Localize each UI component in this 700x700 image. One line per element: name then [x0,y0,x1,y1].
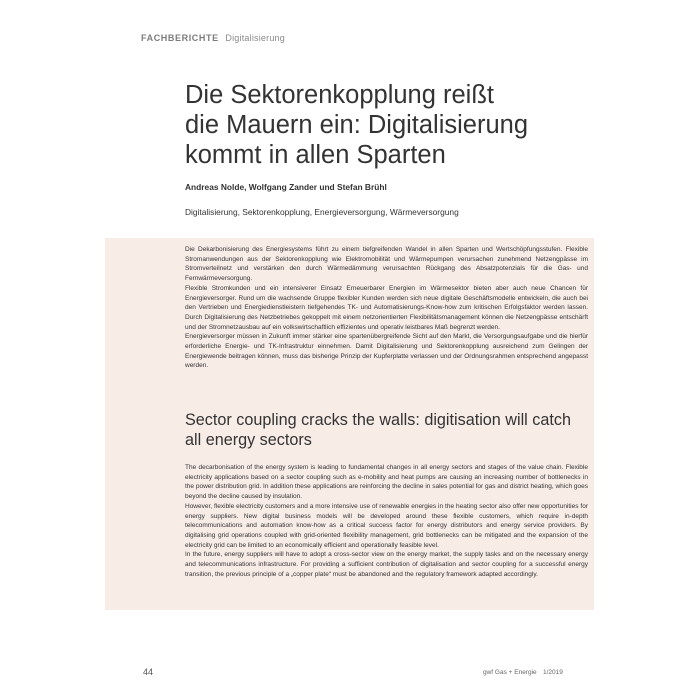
journal-name: gwf Gas + Energie [483,669,537,676]
issue-number: 1/2019 [543,669,563,676]
abstract-german [185,245,588,371]
page-number: 44 [143,667,154,677]
authors: Andreas Nolde, Wolfgang Zander und Stefan Brühl [185,182,387,192]
abstract-paragraph: However, flexible electricity customers and a more intensive use of renewable energies in the heating sector also offer new opportunities for energy suppliers. New digital business models will be developed around these flexible customers, which require in-depth telecommunications and automation know-how as a critical success factor for energy distributors and energy service providers. By digitalising grid operations coupled with grid-oriented flexibility management, grid bottlenecks can be mitigated and the expansion of the electricity grid can be limited to an economically efficient and operationally feasible level. [185,502,588,549]
title-line: Die Sektorenkopplung reißt [185,81,495,109]
running-header [141,33,285,43]
abstract-paragraph: Flexible Stromkunden und ein intensiverer Einsatz Erneuerbarer Energien im Wärmesektor bieten aber auch neue Chancen für Energieversorger. Rund um die wachsende Gruppe flexibler Kunden werden sich neue digitale Geschäftsmodelle entwickeln, die auch bei den Vertrieben und Energiedienstleistern tiefgehendes TK- und Automatisierungs-Know-how zum kritischen Erfolgsfaktor werden lassen. Durch Digitalisierung des Netzbetriebes gekoppelt mit einem netzorientierten Flexibilitätsmanagement können die Netzengpässe entschärft und der Stromnetzausbau auf ein volkswirtschaftlich effizientes und operativ leistbares Maß begrenzt werden. [185,284,588,331]
topic-label: Digitalisierung [225,33,285,43]
english-title [185,410,585,450]
english-title-line: Sector coupling cracks the walls: digitisation will catch [185,411,571,429]
title-line: kommt in allen Sparten [185,141,446,169]
title-line: die Mauern ein: Digitalisierung [185,111,529,139]
abstract-paragraph: Die Dekarbonisierung des Energiesystems führt zu einem tiefgreifenden Wandel in allen Sparten und Wertschöpfungsstufen. Flexible Stromanwendungen aus der Sektorenkopplung wie Elektromobilität und Wärmepumpen verursachen zunehmend Netzengpässe im Stromverteilnetz und verstärken den durch Wärmedämmung verursachten Rückgang des Absatzpotenzials für die Gas- und Fernwärmeversorgung. [185,246,588,283]
abstract-paragraph: The decarbonisation of the energy system is leading to fundamental changes in all energy sectors and stages of the value chain. Flexible electricity applications based on a sector coupling such as e-mobility and heat pumps are causing an increasing number of bottlenecks in the power distribution grid. In addition these applications are reinforcing the decline in sales potential for gas and district heating, which goes beyond the decline caused by insulation. [185,464,588,501]
abstract-paragraph: In the future, energy suppliers will have to adopt a cross-sector view on the energy market, the supply tasks and on the necessary energy and telecommunications infrastructure. For providing a sufficient contribution of digitalisation and sector coupling for a successful energy transition, the previous principle of a „copper plate“ must be abandoned and the regulatory framework adapted accordingly. [185,551,588,578]
keywords: Digitalisierung, Sektorenkopplung, Energieversorgung, Wärmeversorgung [185,207,459,217]
abstract-english [185,463,588,579]
abstract-paragraph: Energieversorger müssen in Zukunft immer stärker eine spartenübergreifende Sicht auf den Markt, die Versorgungsaufgabe und die hierfür erforderliche Energie- und TK-Infrastruktur einnehmen. Damit Digitalisierung und Sektorenkopplung ausreichend zum Gelingen der Energiewende beitragen können, muss das bisherige Prinzip der Kupferplatte verlassen und der Ordnungsrahmen entsprechend angepasst werden. [185,333,588,370]
english-title-line: all energy sectors [185,431,312,449]
article-title [185,80,605,170]
section-label: FACHBERICHTE [141,33,219,43]
